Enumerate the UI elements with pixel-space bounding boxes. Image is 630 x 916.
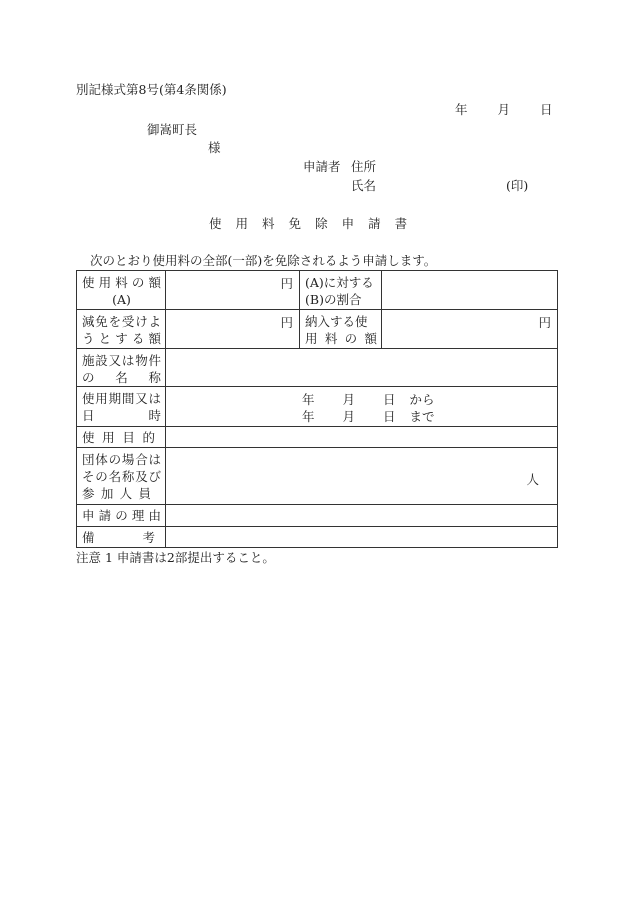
- label-char: を: [108, 314, 122, 329]
- period-from: [302, 391, 435, 408]
- period-values: [302, 391, 435, 425]
- label-char: 及: [135, 469, 148, 484]
- table-row: [77, 310, 558, 349]
- label-char: 用: [98, 275, 112, 290]
- label-char: 使: [82, 391, 95, 406]
- period-field[interactable]: [166, 387, 558, 427]
- label-text: (B)の割合: [305, 292, 362, 307]
- date-line: [455, 104, 553, 117]
- title-char: 免: [288, 216, 302, 231]
- name-label: 氏名: [351, 178, 377, 193]
- label-char: の: [131, 275, 145, 290]
- label-char: 参: [82, 486, 95, 501]
- label-char: 場: [121, 452, 135, 467]
- table-row: [77, 387, 558, 427]
- label-char: 減: [82, 314, 95, 329]
- label-char: 受: [121, 314, 135, 329]
- form-number: 別記様式第8号(第4条関係): [76, 82, 227, 97]
- period-suffix: から: [409, 392, 435, 407]
- label-char: 額: [148, 275, 161, 290]
- label-char: 免: [95, 314, 108, 329]
- period-year: 年: [302, 409, 315, 424]
- period-day: 日: [383, 392, 396, 407]
- purpose-field[interactable]: [166, 427, 558, 448]
- addressee: 御嵩町長: [147, 122, 198, 137]
- facility-label-cell: [77, 349, 166, 387]
- label-char: の: [95, 469, 108, 484]
- table-row: [77, 505, 558, 527]
- title-char: 除: [315, 216, 328, 231]
- table-row: [77, 271, 558, 310]
- period-month: 月: [342, 409, 356, 424]
- label-char: 請: [98, 508, 112, 523]
- ratio-field[interactable]: [382, 271, 558, 310]
- label-char: 用: [305, 331, 318, 346]
- label-char: 考: [142, 530, 155, 545]
- table-row: [77, 527, 558, 548]
- group-field[interactable]: [166, 448, 558, 505]
- honorific: 様: [208, 140, 221, 155]
- yen-unit: 円: [280, 315, 293, 330]
- ratio-label-cell: [300, 271, 382, 310]
- reason-field[interactable]: [166, 505, 558, 527]
- label-char: 加: [100, 486, 114, 501]
- document-title: [209, 218, 407, 231]
- label-char: 又: [135, 391, 148, 406]
- purpose-label-cell: [77, 427, 166, 448]
- date-year: 年: [455, 102, 468, 117]
- label-char: 体: [95, 452, 108, 467]
- label-char: 設: [95, 353, 108, 368]
- label-char: 目: [122, 430, 135, 445]
- label-char: 名: [108, 469, 122, 484]
- reason-label-cell: [77, 505, 166, 527]
- label-char: び: [148, 469, 161, 484]
- date-day: 日: [540, 102, 553, 117]
- title-char: 請: [368, 216, 381, 231]
- label-char: 人: [119, 486, 133, 501]
- label-char: け: [135, 314, 148, 329]
- table-row: [77, 349, 558, 387]
- people-unit: 人: [526, 472, 539, 487]
- label-char: 日: [82, 408, 95, 423]
- label-char: は: [121, 353, 135, 368]
- label-char: の: [108, 452, 122, 467]
- period-suffix: まで: [409, 409, 435, 424]
- label-char: 用: [95, 391, 108, 406]
- label-char: の: [344, 331, 358, 346]
- title-char: 申: [341, 216, 355, 231]
- label-char: う: [82, 331, 95, 346]
- label-char: 時: [148, 408, 161, 423]
- period-day: 日: [383, 409, 396, 424]
- label-char: 的: [142, 430, 155, 445]
- period-month: 月: [342, 392, 356, 407]
- label-char: 備: [82, 530, 95, 545]
- group-label-cell: [77, 448, 166, 505]
- period-to: [302, 408, 435, 425]
- label-char: 称: [148, 370, 161, 385]
- application-table: [76, 270, 558, 548]
- applicant-label: 申請者: [303, 159, 341, 174]
- label-char: 間: [121, 391, 135, 406]
- label-char: 施: [82, 353, 95, 368]
- label-char: 料: [115, 275, 128, 290]
- title-char: 用: [235, 216, 249, 231]
- label-char: 合: [135, 452, 148, 467]
- period-label-cell: [77, 387, 166, 427]
- label-char: 又: [108, 353, 122, 368]
- fee-amount-label-cell: [77, 271, 166, 310]
- exemption-amount-field[interactable]: [166, 310, 300, 349]
- label-char: 物: [135, 353, 148, 368]
- label-char: 料: [324, 331, 338, 346]
- label-char: 額: [364, 331, 377, 346]
- label-char: 使: [82, 430, 95, 445]
- table-row: [77, 427, 558, 448]
- address-label: 住所: [351, 159, 377, 174]
- label-char: の: [82, 370, 95, 385]
- yen-unit: 円: [538, 315, 551, 330]
- table-row: [77, 448, 558, 505]
- label-char: の: [115, 508, 128, 523]
- label-char: よ: [148, 314, 161, 329]
- period-year: 年: [302, 392, 315, 407]
- date-month: 月: [497, 102, 511, 117]
- label-char: 称: [121, 469, 135, 484]
- footnote: 注意 1 申請書は2部提出すること。: [76, 550, 275, 565]
- title-char: 使: [209, 216, 222, 231]
- label-char: 由: [148, 508, 161, 523]
- label-char: は: [148, 391, 161, 406]
- label-char: 使: [82, 275, 95, 290]
- label-char: る: [131, 331, 145, 346]
- intro-text: 次のとおり使用料の全部(一部)を免除されるよう申請します。: [90, 253, 437, 268]
- payment-amount-field[interactable]: [382, 310, 558, 349]
- facility-name-field[interactable]: [166, 349, 558, 387]
- title-char: 料: [262, 216, 275, 231]
- remarks-field[interactable]: [166, 527, 558, 548]
- payment-label-cell: [300, 310, 382, 349]
- label-char: 理: [131, 508, 145, 523]
- label-text: (A)に対する: [305, 275, 374, 290]
- label-char: 期: [108, 391, 122, 406]
- label-char: 員: [138, 486, 151, 501]
- label-char: は: [148, 452, 161, 467]
- label-char: 名: [115, 370, 128, 385]
- yen-unit: 円: [280, 276, 293, 291]
- label-char: 額: [148, 331, 161, 346]
- label-char: と: [98, 331, 112, 346]
- fee-amount-field[interactable]: [166, 271, 300, 310]
- remarks-label-cell: [77, 527, 166, 548]
- label-char: す: [115, 331, 128, 346]
- exemption-label-cell: [77, 310, 166, 349]
- label-char: 用: [102, 430, 115, 445]
- title-char: 書: [394, 216, 408, 231]
- label-char: そ: [82, 469, 95, 484]
- label-text: (A): [112, 292, 131, 307]
- label-char: 団: [82, 452, 95, 467]
- label-char: 件: [148, 353, 161, 368]
- label-char: 申: [82, 508, 95, 523]
- label-text: 納入する使: [305, 314, 368, 329]
- seal-mark: (印): [506, 178, 529, 193]
